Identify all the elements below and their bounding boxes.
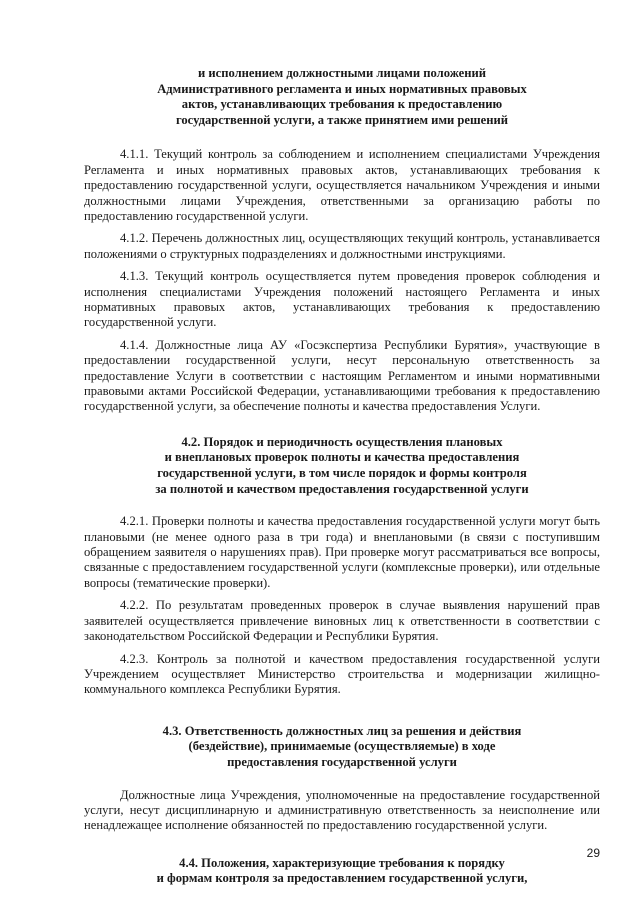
paragraph-4-1-1: 4.1.1. Текущий контроль за соблюдением и исполнением специалистами Учреждения Регламента и иных нормативных правовых актов, устанавливающих требования к предоставлению государственной услуги, осуществляется начальником Учреждения и иными должностными лицами Учреждения, ответственными за организацию работы по предоставлению государственной услуги. <box>84 147 600 223</box>
heading-line: (бездействие), принимаемые (осуществляемые) в ходе <box>188 739 496 754</box>
paragraph-4-3: Должностные лица Учреждения, уполномоченные на предоставление государственной услуги, несут дисциплинарную и административную ответственность за неисполнение или ненадлежащее исполнение обязанностей по предоставлению государственной услуги. <box>84 787 600 833</box>
paragraph-4-2-1: 4.2.1. Проверки полноты и качества предоставления государственной услуги могут быть плановыми (не менее одного раза в три года) и внеплановыми (в связи с поступившим обращением заявителя о нарушениях прав). При проверке могут рассматриваться все вопросы, связанные с предоставлением государственной услуги (комплексные проверки), или отдельные вопросы (тематические проверки). <box>84 514 600 590</box>
paragraph-4-2-3: 4.2.3. Контроль за полнотой и качеством предоставления государственной услуги Учреждением осуществляет Министерство строительства и модернизации жилищно-коммунального комплекса Республики Бурятия. <box>84 651 600 697</box>
section-heading-4-4 <box>84 856 600 887</box>
heading-line: актов, устанавливающих требования к предоставлению <box>181 97 503 112</box>
heading-line: и формам контроля за предоставлением государственной услуги, <box>156 871 528 886</box>
section-heading-4-2 <box>84 435 600 497</box>
paragraph-4-1-2: 4.1.2. Перечень должностных лиц, осуществляющих текущий контроль, устанавливается положениями о структурных подразделениях и должностными инструкциями. <box>84 231 600 261</box>
heading-line: 4.4. Положения, характеризующие требования к порядку <box>179 855 505 870</box>
heading-line: государственной услуги, а также принятием ими решений <box>175 112 509 127</box>
paragraph-4-1-4: 4.1.4. Должностные лица АУ «Госэкспертиза Республики Бурятия», участвующие в предоставлении государственной услуги, несут персональную ответственность за предоставление Услуги в соответствии с настоящим Регламентом и иными нормативными правовыми актами Российской Федерации, устанавливающими требования к предоставлению государственной услуги, за обеспечение полноты и качества предоставления Услуги. <box>84 337 600 414</box>
heading-line: за полнотой и качеством предоставления государственной услуги <box>155 481 529 496</box>
heading-line: 4.3. Ответственность должностных лиц за решения и действия <box>162 723 522 738</box>
paragraph-4-1-3: 4.1.3. Текущий контроль осуществляется путем проведения проверок соблюдения и исполнения специалистами Учреждения положений настоящего Регламента и иных нормативных правовых актов, устанавливающих требования к предоставлению государственной услуги. <box>84 269 600 330</box>
heading-line: 4.2. Порядок и периодичность осуществления плановых <box>181 434 503 449</box>
heading-line: и внеплановых проверок полноты и качества предоставления <box>164 450 520 465</box>
section-heading-4-3 <box>84 724 600 771</box>
page-number: 29 <box>586 846 600 860</box>
heading-line: предоставления государственной услуги <box>227 754 457 769</box>
heading-line: и исполнением должностными лицами положений <box>197 66 487 80</box>
heading-line: государственной услуги, в том числе порядок и формы контроля <box>157 466 527 481</box>
paragraph-4-2-2: 4.2.2. По результатам проведенных проверок в случае выявления нарушений прав заявителей осуществляется привлечение виновных лиц к ответственности в соответствии с законодательством Российской Федерации и Республики Бурятия. <box>84 598 600 644</box>
section-heading-4-1-continued <box>84 66 600 128</box>
heading-line: Административного регламента и иных нормативных правовых <box>157 81 527 96</box>
